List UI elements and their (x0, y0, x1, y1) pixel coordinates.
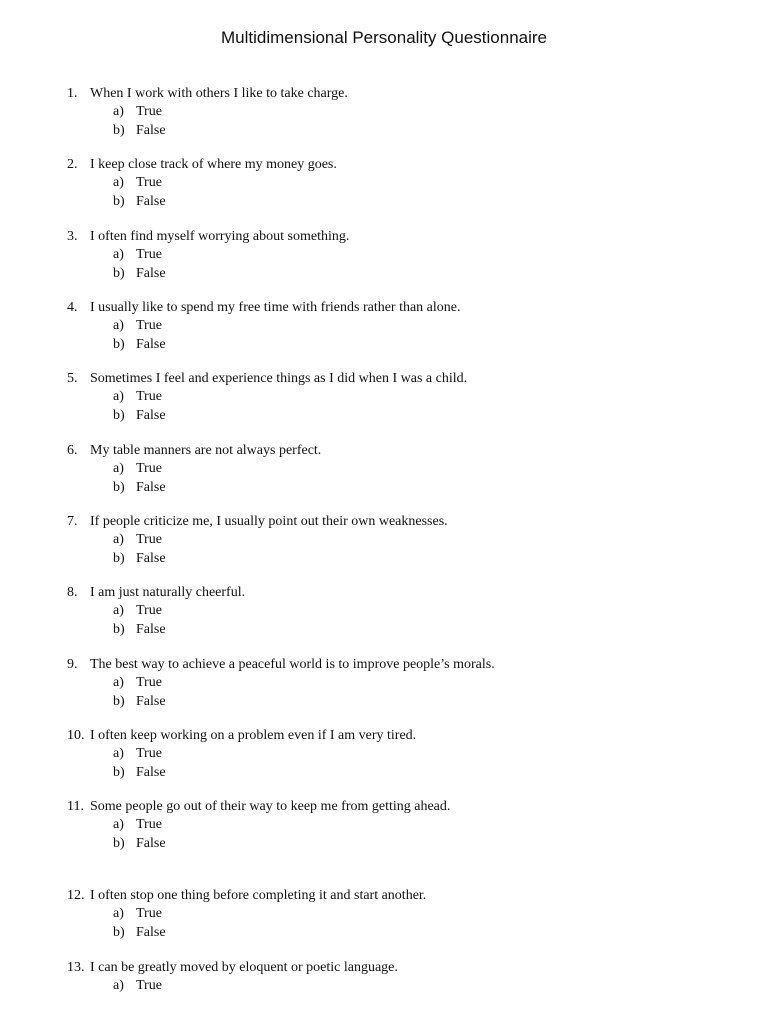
option-letter: b) (113, 265, 125, 281)
option-letter: a) (113, 817, 124, 832)
answer-option[interactable] (67, 602, 747, 621)
option-letter: b) (113, 407, 125, 423)
answer-option[interactable] (67, 336, 747, 355)
question-number: 4. (67, 300, 78, 315)
question-item (67, 584, 747, 639)
option-label: False (136, 764, 166, 780)
answer-option[interactable] (67, 460, 747, 479)
page-title: Multidimensional Personality Questionnaire (221, 28, 547, 47)
question-text: The best way to achieve a peaceful world is to improve people’s morals. (90, 657, 495, 672)
question-text: When I work with others I like to take charge. (90, 86, 348, 101)
answer-option[interactable] (67, 479, 747, 498)
question-item (67, 656, 747, 711)
option-label: True (136, 461, 162, 476)
question-item (67, 85, 747, 140)
answer-option[interactable] (67, 407, 747, 426)
answer-option[interactable] (67, 174, 747, 193)
question-item (67, 442, 747, 497)
answer-option[interactable] (67, 388, 747, 407)
question-number: 5. (67, 371, 78, 386)
option-letter: b) (113, 122, 125, 138)
question-number: 2. (67, 157, 78, 172)
question-item (67, 156, 747, 211)
option-label: False (136, 407, 166, 423)
question-text: I am just naturally cheerful. (90, 585, 246, 600)
answer-option[interactable] (67, 816, 747, 835)
answer-option[interactable] (67, 103, 747, 122)
answer-option[interactable] (67, 531, 747, 550)
option-letter: a) (113, 318, 124, 333)
question-text: I can be greatly moved by eloquent or poetic language. (90, 960, 398, 975)
option-label: False (136, 336, 166, 352)
option-label: False (136, 193, 166, 209)
question-number: 8. (67, 585, 78, 600)
answer-option[interactable] (67, 835, 747, 854)
option-letter: b) (113, 193, 125, 209)
question-text: If people criticize me, I usually point out their own weaknesses. (90, 514, 448, 529)
option-letter: a) (113, 247, 124, 262)
question-number: 6. (67, 443, 78, 458)
answer-option[interactable] (67, 550, 747, 569)
answer-option[interactable] (67, 122, 747, 141)
option-letter: a) (113, 104, 124, 119)
option-label: False (136, 835, 166, 851)
option-label: False (136, 924, 166, 940)
question-text: I often stop one thing before completing it and start another. (90, 888, 427, 903)
option-letter: a) (113, 675, 124, 690)
question-item (67, 370, 747, 425)
answer-option[interactable] (67, 745, 747, 764)
answer-option[interactable] (67, 265, 747, 284)
option-label: True (136, 318, 162, 333)
question-number: 13. (67, 960, 85, 975)
option-label: True (136, 104, 162, 119)
option-label: True (136, 247, 162, 262)
answer-option[interactable] (67, 317, 747, 336)
option-letter: a) (113, 175, 124, 190)
question-item (67, 299, 747, 354)
question-item (67, 959, 747, 996)
question-text: Sometimes I feel and experience things as I did when I was a child. (90, 371, 468, 386)
option-label: True (136, 906, 162, 921)
option-label: True (136, 746, 162, 761)
option-letter: a) (113, 978, 124, 993)
option-label: False (136, 122, 166, 138)
option-label: True (136, 175, 162, 190)
option-label: False (136, 621, 166, 637)
option-letter: a) (113, 906, 124, 921)
question-item (67, 228, 747, 283)
question-item (67, 798, 747, 853)
answer-option[interactable] (67, 674, 747, 693)
question-number: 11. (67, 799, 84, 814)
option-letter: b) (113, 336, 125, 352)
answer-option[interactable] (67, 693, 747, 712)
answer-option[interactable] (67, 924, 747, 943)
question-text: I keep close track of where my money goes. (90, 157, 337, 172)
option-label: True (136, 603, 162, 618)
answer-option[interactable] (67, 764, 747, 783)
option-letter: a) (113, 746, 124, 761)
option-letter: a) (113, 389, 124, 404)
option-label: True (136, 978, 162, 993)
option-letter: a) (113, 532, 124, 547)
answer-option[interactable] (67, 977, 747, 996)
question-number: 3. (67, 229, 78, 244)
option-label: False (136, 265, 166, 281)
option-letter: b) (113, 924, 125, 940)
option-label: True (136, 389, 162, 404)
question-text: Some people go out of their way to keep me from getting ahead. (90, 799, 451, 814)
question-item (67, 727, 747, 782)
answer-option[interactable] (67, 246, 747, 265)
option-letter: b) (113, 621, 125, 637)
option-label: False (136, 550, 166, 566)
option-letter: b) (113, 693, 125, 709)
question-text: I often find myself worrying about something. (90, 229, 350, 244)
option-letter: a) (113, 461, 124, 476)
question-text: I usually like to spend my free time with friends rather than alone. (90, 300, 461, 315)
answer-option[interactable] (67, 193, 747, 212)
question-number: 10. (67, 728, 85, 743)
question-text: I often keep working on a problem even if I am very tired. (90, 728, 417, 743)
question-number: 7. (67, 514, 78, 529)
option-label: True (136, 675, 162, 690)
question-number: 12. (67, 888, 85, 903)
option-label: False (136, 693, 166, 709)
question-item (67, 887, 747, 942)
option-label: True (136, 817, 162, 832)
option-label: True (136, 532, 162, 547)
option-letter: b) (113, 835, 125, 851)
question-number: 9. (67, 657, 78, 672)
question-number: 1. (67, 86, 78, 101)
option-letter: b) (113, 550, 125, 566)
answer-option[interactable] (67, 621, 747, 640)
answer-option[interactable] (67, 905, 747, 924)
option-letter: b) (113, 479, 125, 495)
option-letter: a) (113, 603, 124, 618)
question-item (67, 513, 747, 568)
question-text: My table manners are not always perfect. (90, 443, 322, 458)
option-letter: b) (113, 764, 125, 780)
option-label: False (136, 479, 166, 495)
